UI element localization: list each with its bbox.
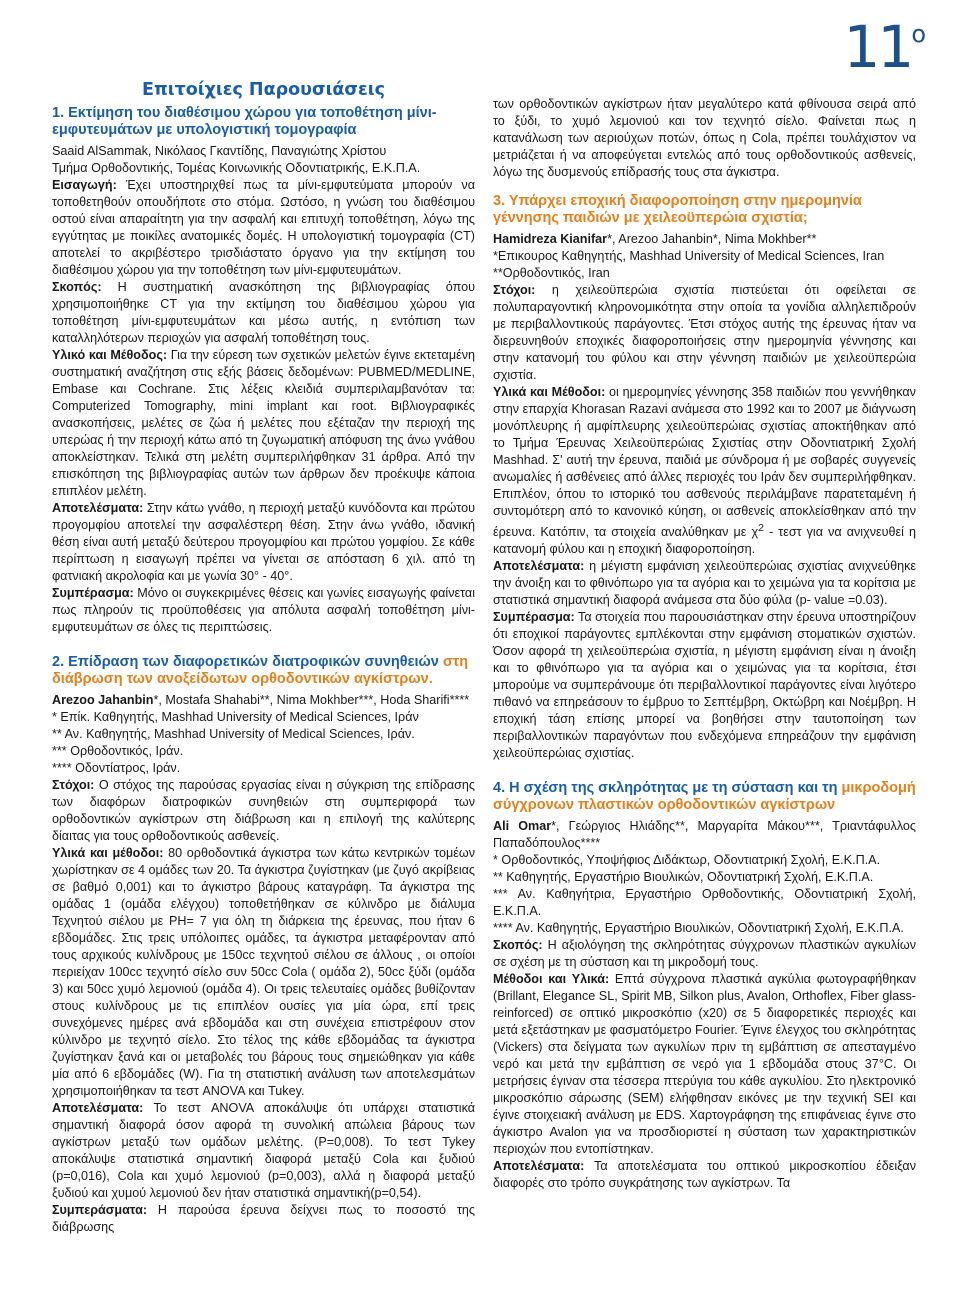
abstract-1 (52, 105, 475, 636)
abstract-3-conclusion: Συμπέρασμα: Τα στοιχεία που παρουσιάστηκαν στην έρευνα υποστηρίζουν ότι εποχικοί παράγοντες εμπλέκονται στην εμφάνιση στοματικών σχιστών. Όσον αφορά τη χειλεοϋπερώια σχιστία, η μέγιστη εμφάνιση είναι η άνοιξη και το φθινόπωρο για τα αγόρια και ο χειμώνας για τα κορίτσια, έτσι μπορούμε να συμπεράνουμε ότι περιβαλλοντικοί παράγοντες είναι λιγότερο πιθανό να επηρεάσουν το έμβρυο το Σεπτέμβρη, Οκτώβρη και Νοέμβρη. Η εποχική τάση επίσης μπορεί να βοηθήσει στην ταυτοποίηση των περιβαλλοντικών παραγόντων που ενδεχόμενα επηρεάζουν την εμφάνιση χειλεοϋπερώιας σχιστίας. (493, 610, 916, 761)
abstract-1-title: 1. Εκτίμηση του διαθέσιμου χώρου για τοποθέτηση μίνι-εμφυτευμάτων με υπολογιστική τομογραφία (52, 105, 437, 138)
abstract-3-affiliation-2: **Ορθοδοντικός, Iran (493, 266, 610, 280)
abstract-3-affiliation-1: *Επικουρος Καθηγητής, Mashhad University of Medical Sciences, Iran (493, 249, 885, 263)
abstract-1-authors: Saaid AlSammak, Νικόλαος Γκαντίδης, Παναγιώτης Χρίστου (52, 144, 387, 158)
abstract-2-results: Αποτελέσματα: Το τεστ ANOVA αποκάλυψε ότι υπάρχει στατιστικά σημαντική διαφορά όσον αφορά τη συνολική απώλεια βάρους των αγκίστρων μεταξύ των ομάδων μελέτης. (P=0,008). Το τεστ Tykey αποκάλυψε στατιστικά σημαντική διαφορά μεταξύ Cola και ξυδιού (p=0,016), Cola και χυμό λεμονιού (p=0,003), αλλά η διαφορά μεταξύ ξυδιού και χυμού λεμονιού δεν ήταν στατιστικά σημαντική(p=0,54). (52, 1101, 475, 1200)
abstract-4-title: 4. Η σχέση της σκληρότητας με τη σύσταση και τη μικροδομή σύγχρονων πλαστικών ορθοδοντικών αγκίστρων (493, 780, 916, 814)
page-number: $11^o$ (843, 13, 926, 81)
abstract-2-affiliation-1: * Επίκ. Καθηγητής, Mashhad University of Medical Sciences, Ιράν (52, 710, 419, 724)
abstract-4-affiliation-1: * Ορθοδοντικός, Υποψήφιος Διδάκτωρ, Οδοντιατρική Σχολή, Ε.Κ.Π.Α. (493, 853, 881, 868)
abstract-1-intro: Εισαγωγή: Έχει υποστηριχθεί πως τα μίνι-εμφυτεύματα μπορούν να τοποθετηθούν οπουδήποτε στο στόμα. Ωστόσο, η γνώση του διαθέσιμου οστού είναι απαραίτητη για την ασφαλή και επιτυχή τοποθέτηση, λόγω της εγγύτητας με ποικίλες ανατομικές δομές. Η υπολογιστική τομογραφία (CT) αποτελεί το ακριβέστερο τρισδιάστατο όργανο για την εκτίμηση του διαθέσιμου χώρου για την τοποθέτηση των μίνι-εμφυτευμάτων. (52, 178, 475, 277)
abstract-3-methods: Υλικά και Μέθοδοι: οι ημερομηνίες γέννησης 358 παιδιών που γεννήθηκαν στην επαρχία Khorasan Razavi ανάμεσα στο 1992 και το 2007 με διάγνωση μονόπλευρης ή αμφίπλευρης χειλεοϋπερώιας σχιστίας αποκτήθηκαν από το Τμήμα Έρευνας Χειλεοϋπερώιας Σχιστίας στην Οδοντιατρική Σχολή Mashhad. Σ' αυτή την έρευνα, παιδιά με σύνδρομα ή με σοβαρές συγγενείς ανωμαλίες ή ασθένειες από άλλες περιοχές του Ιράν δεν συμπεριλήφθηκαν. Επιπλέον, όπου το ιστορικό του ασθενούς περιλάμβανε παρατεταμένη ή συντομότερη από το κανονικό κύηση, οι ασθενείς αποκλείσθηκαν από την έρευνα. Κατόπιν, τα στοιχεία αναλύθηκαν με $\chi^2$ - τεστ για να ανιχνευθεί η κατανομή φύλου και η εποχική διαφοροποίηση. (493, 385, 916, 557)
abstract-2-affiliation-3: *** Ορθοδοντικός, Ιράν. (52, 744, 184, 758)
abstract-4-affiliation-4: **** Αν. Καθηγητής, Εργαστήριο Βιουλικών, Οδοντιατρική Σχολή, Ε.Κ.Π.Α. (493, 921, 904, 936)
abstract-1-conclusion: Συμπέρασμα: Μόνο οι συγκεκριμένες θέσεις και γωνίες εισαγωγής φαίνεται πως πληρούν τις προϋποθέσεις για απόλυτα ασφαλή τοποθέτηση μίνι-εμφυτευμάτων σε όλες τις περιπτώσεις. (52, 586, 475, 634)
abstract-3-aims: Στόχοι: η χειλεοϋπερώια σχιστία πιστεύεται ότι οφείλεται σε πολυπαραγοντική κληρονομικότητα στην οποία τα γονίδια αλληλεπιδρούν με περιβαλλοντικούς παράγοντες. Έτσι στόχος αυτής της έρευνας ήταν να διερευνηθούν εποχικές διαφοροποιήσεις στην ημερομηνία γέννησης και στην κατανομή του φύλου και στην γέννηση παιδιών με χειλεοϋπερώια σχιστία. (493, 283, 916, 382)
abstract-4-authors: Ali Omar*, Γεώργιος Ηλιάδης**, Μαργαρίτα Μάκου***, Τριαντάφυλλος Παπαδόπουλος**** (493, 819, 916, 851)
abstract-2-authors: Arezoo Jahanbin*, Mostafa Shahabi**, Nima Mokhber***, Hoda Sharifi**** (52, 693, 470, 707)
abstract-4-aim: Σκοπός: Η αξιολόγηση της σκληρότητας σύγχρονων πλαστικών αγκυλίων σε σχέση με τη σύσταση και τη μικροδομή τους. (493, 938, 916, 970)
abstract-2 (52, 654, 475, 1236)
abstract-1-methods: Υλικό και Μέθοδος: Για την εύρεση των σχετικών μελετών έγινε εκτεταμένη συστηματική αναζήτηση στις εξής βάσεις δεδομένων: PUBMED/MEDLINE, Embase και Cochrane. Στις λέξεις κλειδιά συμπεριλαμβανόταν τα: Computerized Tomography, mini implant και root. Βιβλιογραφικές ανασκοπήσεις, μελέτες σε ζώα ή μελέτες που εξέταζαν την περιοχή της υπερώας ή την περιοχή κάτω από τη ζυγωματική απόφυση της άνω γνάθου αποκλείστηκαν. Τελικά στη μελέτη συμπεριλήφθηκαν 31 άρθρα. Από την επισκόπηση της βιβλιογραφίας αυτών των άρθρων δεν προέκυψε κάποια επιπλέον μελέτη. (52, 348, 475, 498)
abstract-2-aims: Στόχοι: Ο στόχος της παρούσας εργασίας είναι η σύγκριση της επίδρασης των διαφόρων διατροφικών συνηθειών στη συμπεριφορά των ορθοδοντικών αγκίστρων στη διάβρωση και η επιλογή της καλύτερης δίαιτας για τους ορθοδοντικούς ασθενείς. (52, 778, 475, 843)
abstract-2-continuation: των ορθοδοντικών αγκίστρων ήταν μεγαλύτερο κατά φθίνουσα σειρά από το ξύδι, το χυμό λεμονιού και τον τεχνητό σίελο. Φαίνεται πως η κατανάλωση των αεριούχων ποτών, όπως η Cola, πρέπει τουλάχιστον να μετριάζεται ή να αποφεύγεται εντελώς από τους ορθοδοντικούς ασθενείς, λόγω της δυσμενούς επίδρασής τους στα άγκιστρα. (493, 97, 916, 179)
abstract-2-title: 2. Επίδραση των διαφορετικών διατροφικών συνηθειών στη διάβρωση των ανοξείδωτων ορθοδοντικών αγκίστρων. (52, 654, 469, 687)
abstract-1-aim: Σκοπός: Η συστηματική ανασκόπηση της βιβλιογραφίας όπου χρησιμοποιήθηκε CT για την εκτίμηση του διαθέσιμου χώρου για τοποθέτηση μίνι-εμφυτευμάτων και μέσω αυτής, η εντόπιση των καταλληλότερων περιοχών για ασφαλή τοποθέτηση τους. (52, 280, 475, 345)
left-column (52, 82, 475, 1236)
abstract-1-results: Αποτελέσματα: Στην κάτω γνάθο, η περιοχή μεταξύ κυνόδοντα και πρώτου προγομφίου αποτελεί την ασφαλέστερη θέση. Στην άνω γνάθο, ιδανική θέση είναι αυτή μεταξύ δεύτερου προγομφίου και πρώτου γομφίου. Σε κάθε περίπτωση η εισαγωγή πρέπει να γίνεται σε απόσταση 6 χιλ. από τη φατνιακή ακρολοφία και με γωνία 30° - 40°. (52, 501, 475, 583)
abstract-2-affiliation-2: ** Αν. Καθηγητής, Mashhad University of Medical Sciences, Ιράν. (52, 727, 415, 741)
right-column (493, 96, 916, 1192)
abstract-2-affiliation-4: **** Οδοντίατρος, Ιράν. (52, 761, 181, 775)
abstract-4-results: Αποτελέσματα: Τα αποτελέσματα του οπτικού μικροσκοπίου έδειξαν διαφορές στο τρόπο συγκράτησης των αγκίστρων. Τα (493, 1159, 916, 1191)
abstract-4-affiliation-3: *** Αν. Καθηγήτρια, Εργαστήριο Ορθοδοντικής, Οδοντιατρική Σχολή, Ε.Κ.Π.Α. (493, 887, 916, 919)
abstract-3 (493, 193, 916, 762)
abstract-4 (493, 780, 916, 1192)
abstract-4-methods: Μέθοδοι και Υλικά: Επτά σύγχρονα πλαστικά αγκύλια φωτογραφήθηκαν (Brillant, Elegance SL, Spirit MB, Silkon plus, Avalon, Orthoflex, Fiber glass-reinforced) σε οπτικό μικροσκόπιο (x20) σε 5 διαφορετικές περιοχές και μετά εξετάστηκαν με φασματόμετρο Fourier. Έγινε έλεγχος του σκληρότητας (Vickers) στα δείγματα των αγκυλίων πριν τη εμβάπτιση σε απεσταγμένο νερό και μετά την εμβάπτιση σε νερό για 1 εβδομάδα στους 37°C. Οι μετρήσεις έγιναν στα τέσσερα πτερύγια του κάθε αγκυλίου. Στο ηλεκτρονικό μικροσκόπιο σάρωσης (SEM) ελήφθησαν εικόνες με την τεχνική SEI και έγινε στοιχειακή ανάλυση με EDS. Χαρτογράφηση της επιφάνειας έγινε στο άγκιστρο Avalon για να προσδιοριστεί η σύσταση των χαρακτηριστικών περιοχών που εντοπίστηκαν. (493, 972, 916, 1157)
abstract-2-conclusion: Συμπεράσματα: Η παρούσα έρευνα δείχνει πως το ποσοστό της διάβρωσης (52, 1203, 475, 1234)
abstract-3-results: Αποτελέσματα: η μέγιστη εμφάνιση χειλεοϋπερώιας σχιστίας ανιχνεύθηκε την άνοιξη και το φθινόπωρο για τα αγόρια και το χειμώνα για τα κορίτσια με στατιστικά σημαντική διαφορά ανάμεσα στα δύο φύλα (p- value =0.03). (493, 559, 916, 608)
abstract-3-title: 3. Υπάρχει εποχική διαφοροποίηση στην ημερομηνία γέννησης παιδιών με χειλεοϋπερώια σχιστία; (493, 193, 862, 226)
abstract-1-affiliation: Τμήμα Ορθοδοντικής, Τομέας Κοινωνικής Οδοντιατρικής, Ε.Κ.Π.Α. (52, 161, 421, 175)
section-title: Επιτοίχιες Παρουσιάσεις (141, 80, 385, 100)
abstract-3-authors: Hamidreza Kianifar*, Arezoo Jahanbin*, Nima Mokhber** (493, 232, 817, 246)
abstract-4-affiliation-2: ** Καθηγητής, Εργαστήριο Βιουλικών, Οδοντιατρική Σχολή, Ε.Κ.Π.Α. (493, 870, 874, 885)
abstract-2-methods: Υλικά και μέθοδοι: 80 ορθοδοντικά άγκιστρα των κάτω κεντρικών τομέων χωρίστηκαν σε 4 ομάδες των 20. Τα άγκιστρα ζυγίστηκαν (με ζυγό ακρίβειας σε βαθμό 0,001) και το άγκιστρο βάρους καταγράφη. Τα άγκιστρα της ομάδας 1 (ομάδα ελέγχου) τοποθετήθηκαν σε κύλινδρο με διάλυμα Τεχνητού σιέλου με PH= 7 για όλη τη διάρκεια της έρευνας, που ήταν 6 εβδομάδες. Στις τρεις υπόλοιπες ομάδες, τα άγκιστρα μεταφέρονταν από τους αρχικούς κυλίνδρους με 150cc τεχνητού σιέλου σε άλλους , οι οποίοι περιείχαν 100cc τεχνητό σίελο συν 50cc Cola ( ομάδα 2), 50cc ξύδι (ομάδα 3) και 50cc χυμό λεμονιού (ομάδα 4). Οι τρεις τελευταίες ομάδες βυθίζονταν στους κυλίνδρους με τις επιπλέον ουσίες για μία ώρα, επί τρεις συνεχόμενες ημέρες ανά εβδομάδα και στη συνέχεια επιστρέφουν στον κύλινδρο με τεχνητό σίελο. Στο τέλος της κάθε εβδομάδας τα άγκιστρα ζυγίστηκαν ξανά και οι μεταβολές του βάρους τους σημειώθηκαν για κάθε μία από 6 εβδομάδες (W). Για τη στατιστική ανάλυση των αποτελεσμάτων χρησιμοποιήθηκαν τα τεστ ANOVA και Tukey. (52, 846, 475, 1098)
